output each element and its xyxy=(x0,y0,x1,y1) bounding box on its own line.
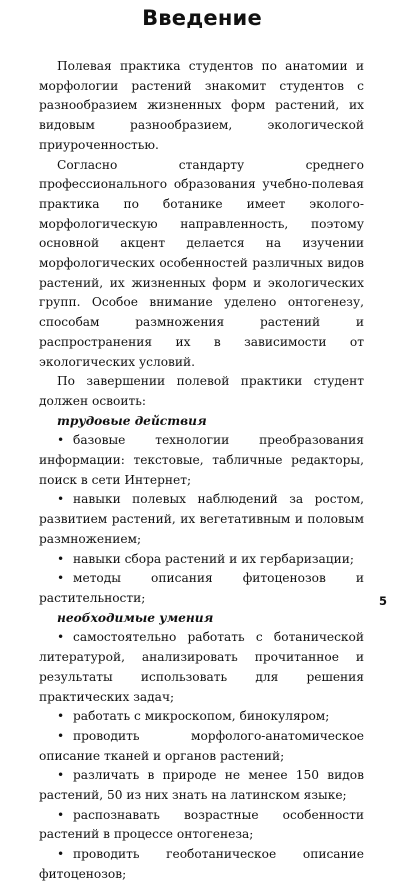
list-item xyxy=(39,431,364,490)
page-number: 5 xyxy=(379,594,388,608)
bullet-icon: • xyxy=(57,728,65,743)
list-item xyxy=(39,707,364,727)
list-item-text: проводить геоботаническое описание фитоценозов; xyxy=(39,847,364,881)
list-item-text: различать в природе не менее 150 видов растений, 50 из них знать на латинском языке; xyxy=(39,768,364,803)
list-item-text: навыки полевых наблюдений за ростом, развитием растений, их вегетативным и половым размножением; xyxy=(39,492,364,546)
section-heading-required-skills: необходимые умения xyxy=(57,610,214,625)
section-heading-labor-actions: трудовые действия xyxy=(57,413,207,428)
intro-paragraph-2: Согласно стандарту среднего профессионального образования учебно-полевая практика по ботанике имеет эколого-морфологическую направленность, поэтому основной акцент делается на изучении морфологических особенностей различных видов растений, их жизненных форм и экологических групп. Особое внимание уделено онтогенезу, способам размножения растений и распространения их в зависимости от экологических условий. xyxy=(39,157,364,369)
bullet-icon: • xyxy=(57,551,65,566)
list-item xyxy=(39,569,364,608)
bullet-icon: • xyxy=(57,709,65,724)
bullet-icon: • xyxy=(57,433,65,448)
list-item-text: методы описания фитоценозов и растительности; xyxy=(39,571,364,605)
list-item xyxy=(39,806,364,845)
required-skills-list xyxy=(39,628,364,884)
list-item-text: самостоятельно работать с ботанической литературой, анализировать прочитанное и результаты использовать для решения практических задач; xyxy=(39,630,364,704)
bullet-icon: • xyxy=(57,630,65,645)
page-title: Введение xyxy=(142,6,262,30)
list-item-text: распознавать возрастные особенности растений в процессе онтогенеза; xyxy=(39,807,364,842)
intro-paragraph-1: Полевая практика студентов по анатомии и морфологии растений знакомит студентов с разнообразием жизненных форм растений, их видовым разнообразием, экологической приуроченностью. xyxy=(39,59,364,152)
list-item xyxy=(39,766,364,805)
intro-paragraph-3: По завершении полевой практики студент должен освоить: xyxy=(39,374,364,408)
bullet-icon: • xyxy=(57,768,65,783)
list-item-text: навыки сбора растений и их гербаризации; xyxy=(73,551,354,566)
list-item-text: работать с микроскопом, бинокуляром; xyxy=(73,709,330,724)
bullet-icon: • xyxy=(57,571,65,586)
list-item-text: базовые технологии преобразования информации: текстовые, табличные редакторы, поиск в сети Интернет; xyxy=(39,433,364,487)
bullet-icon: • xyxy=(57,807,65,822)
page-body xyxy=(39,57,364,885)
list-item xyxy=(39,727,364,766)
bullet-icon: • xyxy=(57,847,65,862)
labor-actions-list xyxy=(39,431,364,608)
list-item xyxy=(39,845,364,884)
list-item xyxy=(39,490,364,549)
bullet-icon: • xyxy=(57,492,65,507)
list-item-text: проводить морфолого-анатомическое описание тканей и органов растений; xyxy=(39,728,364,763)
list-item xyxy=(39,628,364,707)
list-item xyxy=(39,550,364,570)
